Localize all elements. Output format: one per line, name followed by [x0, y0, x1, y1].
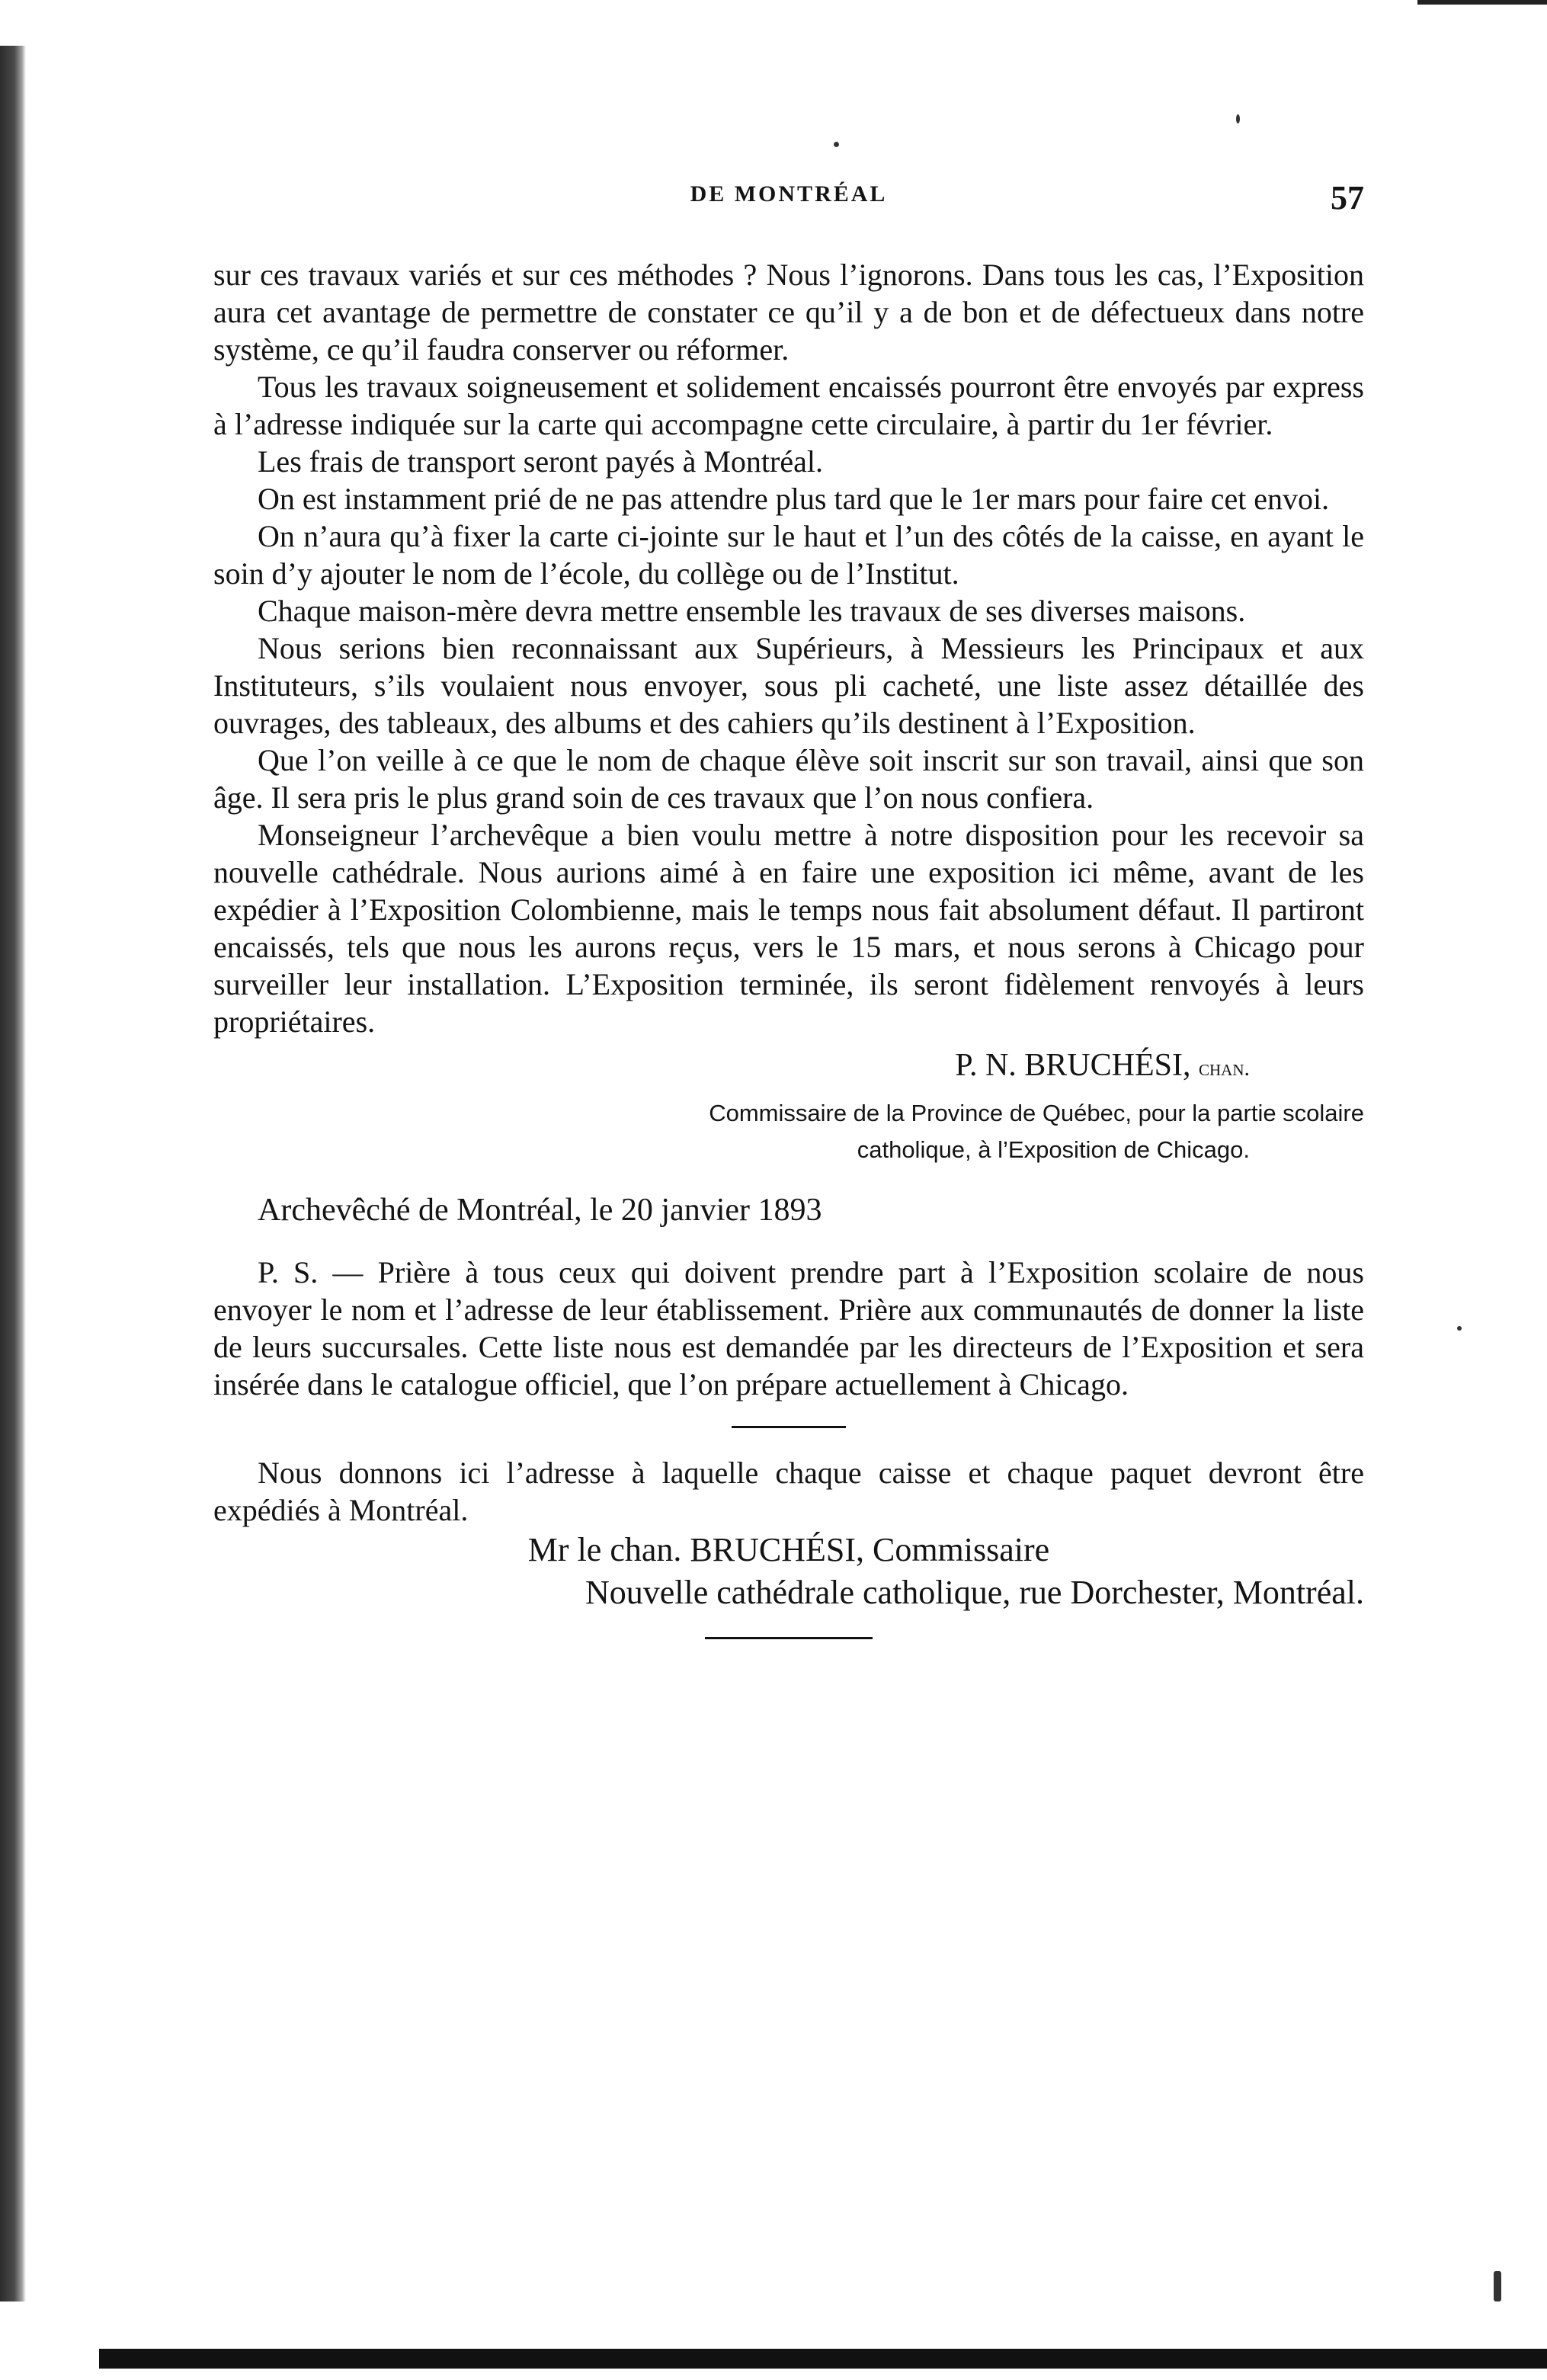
commissioner-line: catholique, à l’Exposition de Chicago.: [857, 1136, 1250, 1163]
running-title: DE MONTRÉAL: [690, 181, 888, 207]
paragraph: Tous les travaux soigneusement et solidement encaissés pourront être envoyés par express à l’adresse indiquée sur la carte qui accompagne cette circulaire, à partir du 1er février.: [213, 370, 1364, 441]
ink-speck: [1236, 114, 1240, 123]
scan-edge-top: [1417, 0, 1547, 5]
page-number: 57: [1331, 179, 1364, 216]
scan-shadow-left: [0, 46, 26, 2302]
postscript: P. S. — Prière à tous ceux qui doivent prendre part à l’Exposition scolaire de nous envoyer le nom et l’adresse de leur établissement. Prière aux communautés de donner la liste de leurs succursales. Cette liste nous est demandée par les directeurs de l’Exposition et sera insérée dans le catalogue officiel, que l’on prépare actuellement à Chicago.: [213, 1255, 1364, 1401]
signature: [213, 1045, 1364, 1089]
paragraph: Chaque maison-mère devra mettre ensemble les travaux de ses diverses maisons.: [258, 594, 1246, 628]
paragraph: Monseigneur l’archevêque a bien voulu mettre à notre disposition pour les recevoir sa nouvelle cathédrale. Nous aurions aimé à en faire une exposition ici même, avant de les expédier à l’Exposition Colombienne, mais le temps nous fait absolument défaut. Il partiront encaissés, tels que nous les aurons reçus, vers le 15 mars, et nous serons à Chicago pour surveiller leur installation. L’Exposition terminée, ils seront fidèlement renvoyés à leurs propriétaires.: [213, 818, 1364, 1039]
dateline: Archevêché de Montréal, le 20 janvier 1893: [258, 1193, 822, 1228]
page-body: [213, 256, 1364, 1665]
paragraph: Nous serions bien reconnaissant aux Supérieurs, à Messieurs les Principaux et aux Instituteurs, s’ils voulaient nous envoyer, sous pli cacheté, une liste assez détaillée des ouvrages, des tableaux, des albums et des cahiers qu’ils destinent à l’Exposition.: [213, 631, 1364, 740]
running-head: [213, 181, 1364, 219]
signature-title: chan.: [1198, 1055, 1250, 1081]
scan-edge-bottom: [99, 2349, 1547, 2369]
address-recipient: Mr le chan. BRUCHÉSI, Commissaire: [527, 1531, 1050, 1568]
paragraph: On n’aura qu’à fixer la carte ci-jointe sur le haut et l’un des côtés de la caisse, en ayant le soin d’y ajouter le nom de l’école, du collège ou de l’Institut.: [213, 519, 1364, 591]
signature-name: P. N. BRUCHÉSI,: [955, 1048, 1191, 1083]
paragraph: sur ces travaux variés et sur ces méthodes ? Nous l’ignorons. Dans tous les cas, l’Exposition aura cet avantage de permettre de constater ce qu’il y a de bon et de défectueux dans notre système, ce qu’il faudra conserver ou réformer.: [213, 258, 1364, 367]
paragraph: On est instamment prié de ne pas attendre plus tard que le 1er mars pour faire cet envoi.: [258, 482, 1330, 516]
commissioner-credit: [213, 1095, 1364, 1168]
ink-speck: [834, 142, 839, 147]
address-street: Nouvelle cathédrale catholique, rue Dorchester, Montréal.: [585, 1574, 1364, 1611]
paragraph: Les frais de transport seront payés à Montréal.: [258, 444, 823, 479]
divider: [732, 1426, 846, 1428]
ink-speck: [1494, 2271, 1501, 2302]
commissioner-line: Commissaire de la Province de Québec, pour la partie scolaire: [709, 1100, 1364, 1126]
shipping-note: Nous donnons ici l’adresse à laquelle chaque caisse et chaque paquet devront être expédiés à Montréal.: [213, 1456, 1364, 1527]
paragraph: Que l’on veille à ce que le nom de chaque élève soit inscrit sur son travail, ainsi que son âge. Il sera pris le plus grand soin de ces travaux que l’on nous confiera.: [213, 743, 1364, 815]
divider: [705, 1637, 873, 1639]
ink-speck: [1457, 1326, 1462, 1331]
